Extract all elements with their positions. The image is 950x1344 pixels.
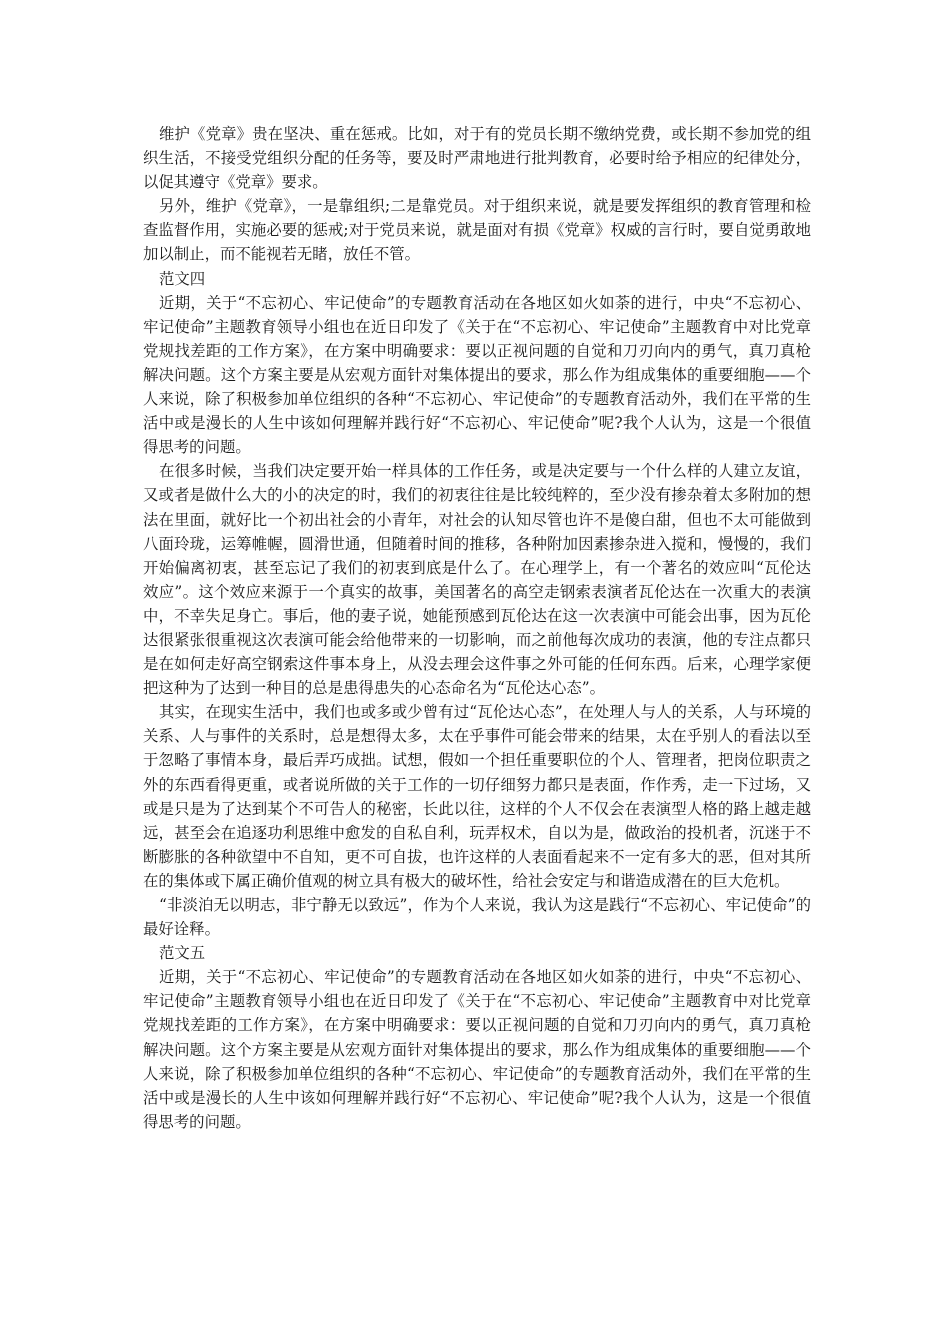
paragraph-intro-5: 近期，关于“不忘初心、牢记使命”的专题教育活动在各地区如火如荼的进行，中央“不忘初心、牢记使命”主题教育领导小组也在近日印发了《关于在“不忘初心、牢记使命”主题教育中对比党章党规找差距的工作方案》，在方案中明确要求：要以正视问题的自觉和刀刃向内的勇气，真刀真枪解决问题。这个方案主要是从宏观方面针对集体提出的要求，那么作为组成集体的重要细胞——个人来说，除了积极参加单位组织的各种“不忘初心、牢记使命”的专题教育活动外，我们在平常的生活中或是漫长的人生中该如何理解并践行好“不忘初心、牢记使命”呢?我个人认为，这是一个很值得思考的问题。 [143, 968, 811, 1131]
paragraph-wallenda-effect: 在很多时候，当我们决定要开始一样具体的工作任务，或是决定要与一个什么样的人建立友谊，又或者是做什么大的小的决定的时，我们的初衷往往是比较纯粹的，至少没有掺杂着太多附加的想法在里面，就好比一个初出社会的小青年，对社会的认知尽管也许不是傻白甜，但也不太可能做到八面玲珑，运筹帷幄，圆滑世通，但随着时间的推移，各种附加因素掺杂进入搅和，慢慢的，我们开始偏离初衷，甚至忘记了我们的初衷到底是什么了。在心理学上，有一个著名的效应叫“瓦伦达效应”。这个效应来源于一个真实的故事，美国著名的高空走钢索表演者瓦伦达在一次重大的表演中，不幸失足身亡。事后，他的妻子说，她能预感到瓦伦达在这一次表演中可能会出事，因为瓦伦达很紧张很重视这次表演可能会给他带来的一切影响，而之前他每次成功的表演，他的专注点都只是在如何走好高空钢索这件事本身上，从没去理会这件事之外可能的任何东西。后来，心理学家便把这种为了达到一种目的总是患得患失的心态命名为“瓦伦达心态”。 [143, 462, 811, 698]
section-heading-5: 范文五 [159, 944, 206, 963]
paragraph-reality: 其实，在现实生活中，我们也或多或少曾有过“瓦伦达心态”，在处理人与人的关系，人与环境的关系、人与事件的关系时，总是想得太多，太在乎事件可能会带来的结果，太在乎别人的看法以至于忽略了事情本身，最后弄巧成拙。试想，假如一个担任重要职位的个人、管理者，把岗位职责之外的东西看得更重，或者说所做的关于工作的一切仔细努力都只是表面，作作秀，走一下过场，又或是只是为了达到某个不可告人的秘密，长此以往，这样的个人不仅会在表演型人格的路上越走越远，甚至会在追逐功利思维中愈发的自私自利，玩弄权术，自以为是，做政治的投机者，沉迷于不断膨胀的各种欲望中不自知，更不可自拔，也许这样的人表面看起来不一定有多大的恶，但对其所在的集体或下属正确价值观的树立具有极大的破坏性，给社会安定与和谐造成潜在的巨大危机。 [143, 703, 811, 890]
section-heading-4: 范文四 [159, 269, 206, 288]
paragraph-organization: 另外，维护《党章》，一是靠组织;二是靠党员。对于组织来说，就是要发挥组织的教育管理和检查监督作用，实施必要的惩戒;对于党员来说，就是面对有损《党章》权威的言行时，要自觉勇敢地加以制止，而不能视若无睹，放任不管。 [143, 197, 811, 264]
document-body [143, 122, 811, 1134]
paragraph-quote: “非淡泊无以明志，非宁静无以致远”，作为个人来说，我认为这是践行“不忘初心、牢记使命”的最好诠释。 [143, 896, 811, 939]
paragraph-discipline: 维护《党章》贵在坚决、重在惩戒。比如，对于有的党员长期不缴纳党费，或长期不参加党的组织生活，不接受党组织分配的任务等，要及时严肃地进行批判教育，必要时给予相应的纪律处分，以促其遵守《党章》要求。 [143, 125, 811, 192]
paragraph-intro-4: 近期，关于“不忘初心、牢记使命”的专题教育活动在各地区如火如荼的进行，中央“不忘初心、牢记使命”主题教育领导小组也在近日印发了《关于在“不忘初心、牢记使命”主题教育中对比党章党规找差距的工作方案》，在方案中明确要求：要以正视问题的自觉和刀刃向内的勇气，真刀真枪解决问题。这个方案主要是从宏观方面针对集体提出的要求，那么作为组成集体的重要细胞——个人来说，除了积极参加单位组织的各种“不忘初心、牢记使命”的专题教育活动外，我们在平常的生活中或是漫长的人生中该如何理解并践行好“不忘初心、牢记使命”呢?我个人认为，这是一个很值得思考的问题。 [143, 293, 811, 457]
